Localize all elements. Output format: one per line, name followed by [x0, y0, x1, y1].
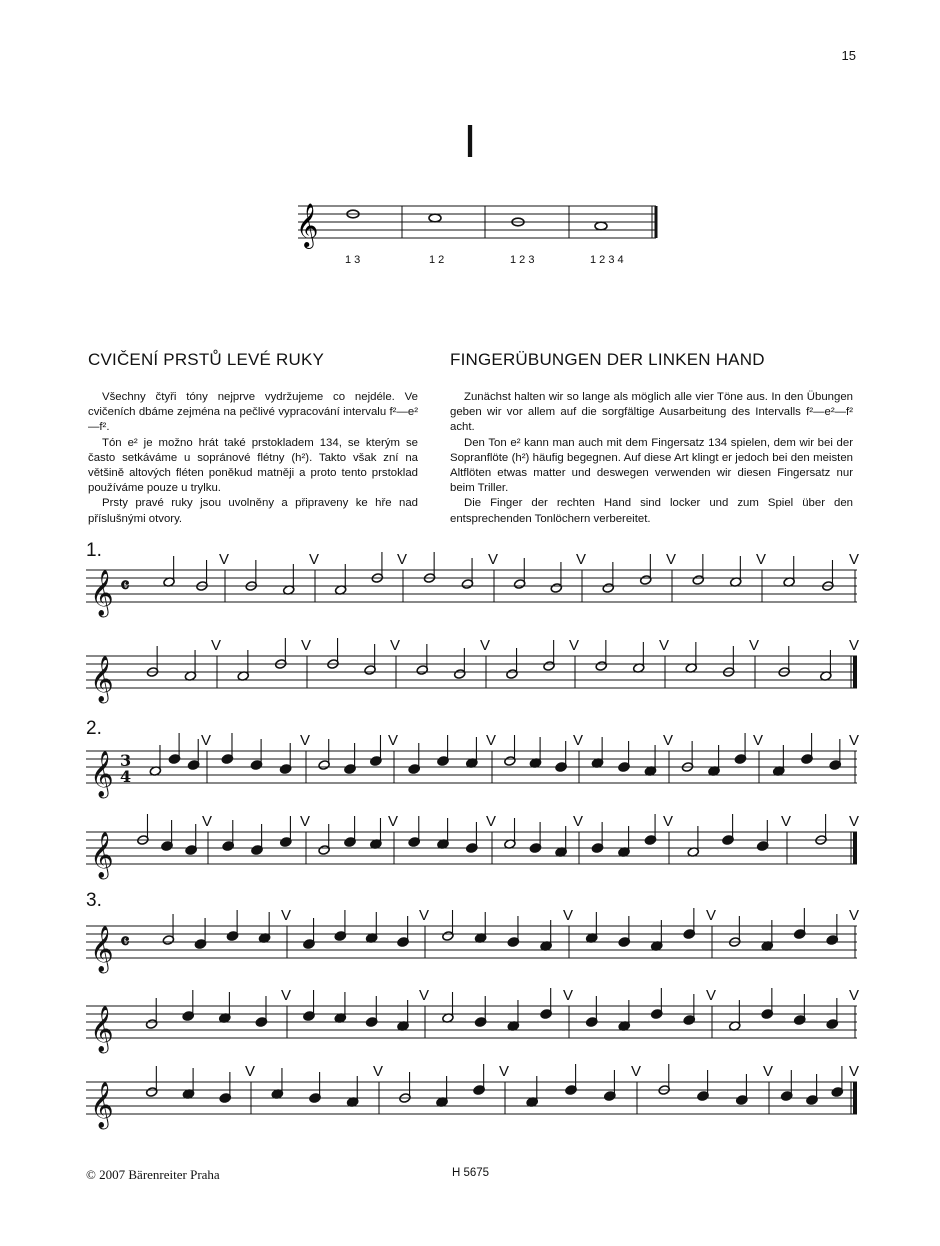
breath-mark-icon: V	[419, 987, 430, 1004]
breath-mark-icon: V	[573, 813, 584, 830]
breath-mark-icon: V	[486, 732, 497, 749]
breath-mark-icon: V	[849, 732, 860, 749]
breath-mark-icon: V	[390, 637, 401, 654]
breath-mark-icon: V	[849, 637, 860, 654]
treble-clef-icon: 𝄞	[90, 926, 114, 972]
breath-mark-icon: V	[300, 813, 311, 830]
treble-clef-icon: 𝄞	[90, 751, 114, 797]
treble-clef-icon: 𝄞	[90, 832, 114, 878]
fingering-label: 1 2 3	[510, 254, 535, 266]
breath-mark-icon: V	[663, 732, 674, 749]
breath-mark-icon: V	[849, 907, 860, 924]
common-time-icon: 𝄴	[120, 573, 130, 599]
treble-clef-icon: 𝄞	[90, 656, 114, 702]
treble-clef-icon: 𝄞	[90, 1006, 114, 1052]
breath-mark-icon: V	[419, 907, 430, 924]
breath-mark-icon: V	[849, 551, 860, 568]
breath-mark-icon: V	[373, 1063, 384, 1080]
paragraph: Prsty pravé ruky jsou uvolněny a připraveny ke hře nad příslušnými otvory.	[88, 497, 418, 525]
breath-mark-icon: V	[388, 813, 399, 830]
heading-german: FINGERÜBUNGEN DER LINKEN HAND	[450, 350, 765, 369]
breath-mark-icon: V	[309, 551, 320, 568]
breath-mark-icon: V	[663, 813, 674, 830]
breath-mark-icon: V	[781, 813, 792, 830]
exercise-number: 1.	[86, 540, 102, 561]
breath-mark-icon: V	[488, 551, 499, 568]
paragraph: Den Ton e² kann man auch mit dem Fingersatz 134 spielen, dem wir bei der Sopranflöte (h²) häufig begegnen. Auf diese Art klingt er jedoch bei den meisten Altflöten etwas matter und deswegen verwenden wir diesen Fingersatz nur beim Triller.	[450, 436, 853, 495]
breath-mark-icon: V	[763, 1063, 774, 1080]
time-signature-icon: 3	[120, 751, 132, 770]
exercise-number: 3.	[86, 890, 102, 911]
common-time-icon: 𝄴	[120, 929, 130, 955]
paragraph: Zunächst halten wir so lange als möglich alle vier Töne aus. In den Übungen geben wir vor allem auf die sorgfältige Ausarbeitung des Intervalls f²—e²—f² acht.	[450, 391, 853, 434]
fingering-label: 1 2 3 4	[590, 254, 624, 266]
breath-mark-icon: V	[563, 987, 574, 1004]
breath-mark-icon: V	[666, 551, 677, 568]
breath-mark-icon: V	[753, 732, 764, 749]
breath-mark-icon: V	[201, 732, 212, 749]
fingering-label: 1 2	[429, 254, 445, 266]
paragraph: Všechny čtyři tóny nejprve vydržujeme co nejdéle. Ve cvičeních dbáme zejména na pečlivé vypracování intervalu f²—e²—f².	[88, 391, 418, 434]
breath-mark-icon: V	[397, 551, 408, 568]
breath-mark-icon: V	[706, 987, 717, 1004]
breath-mark-icon: V	[573, 732, 584, 749]
breath-mark-icon: V	[569, 637, 580, 654]
chapter-title: I	[463, 115, 477, 167]
breath-mark-icon: V	[706, 907, 717, 924]
copyright: © 2007 Bärenreiter Praha	[86, 1167, 220, 1182]
breath-mark-icon: V	[245, 1063, 256, 1080]
breath-mark-icon: V	[211, 637, 222, 654]
breath-mark-icon: V	[301, 637, 312, 654]
breath-mark-icon: V	[749, 637, 760, 654]
breath-mark-icon: V	[659, 637, 670, 654]
breath-mark-icon: V	[756, 551, 767, 568]
breath-mark-icon: V	[486, 813, 497, 830]
breath-mark-icon: V	[576, 551, 587, 568]
catalog-number: H 5675	[452, 1167, 490, 1179]
breath-mark-icon: V	[388, 732, 399, 749]
breath-mark-icon: V	[219, 551, 230, 568]
breath-mark-icon: V	[480, 637, 491, 654]
breath-mark-icon: V	[563, 907, 574, 924]
treble-clef-icon: 𝄞	[90, 1082, 114, 1128]
breath-mark-icon: V	[300, 732, 311, 749]
breath-mark-icon: V	[281, 987, 292, 1004]
breath-mark-icon: V	[499, 1063, 510, 1080]
breath-mark-icon: V	[202, 813, 213, 830]
paragraph: Die Finger der rechten Hand sind locker und zum Spiel über den entsprechenden Tonlöchern verbereitet.	[450, 497, 853, 525]
heading-czech: CVIČENÍ PRSTŮ LEVÉ RUKY	[88, 350, 325, 369]
page-number: 15	[841, 48, 856, 63]
breath-mark-icon: V	[849, 813, 860, 830]
breath-mark-icon: V	[849, 1063, 860, 1080]
paragraph: Tón e² je možno hrát také prstokladem 134, se kterým se často setkáváme u sopránové flétny (h²). Takto však zní na většině altových fléten poněkud matněji a proto tento prstoklad používáme pouze u trylku.	[88, 436, 418, 495]
breath-mark-icon: V	[849, 987, 860, 1004]
breath-mark-icon: V	[631, 1063, 642, 1080]
treble-clef-icon: 𝄞	[296, 203, 319, 247]
exercise-number: 2.	[86, 718, 102, 739]
breath-mark-icon: V	[281, 907, 292, 924]
treble-clef-icon: 𝄞	[90, 570, 114, 616]
time-signature-icon: 4	[120, 767, 132, 786]
fingering-label: 1 3	[345, 254, 361, 266]
